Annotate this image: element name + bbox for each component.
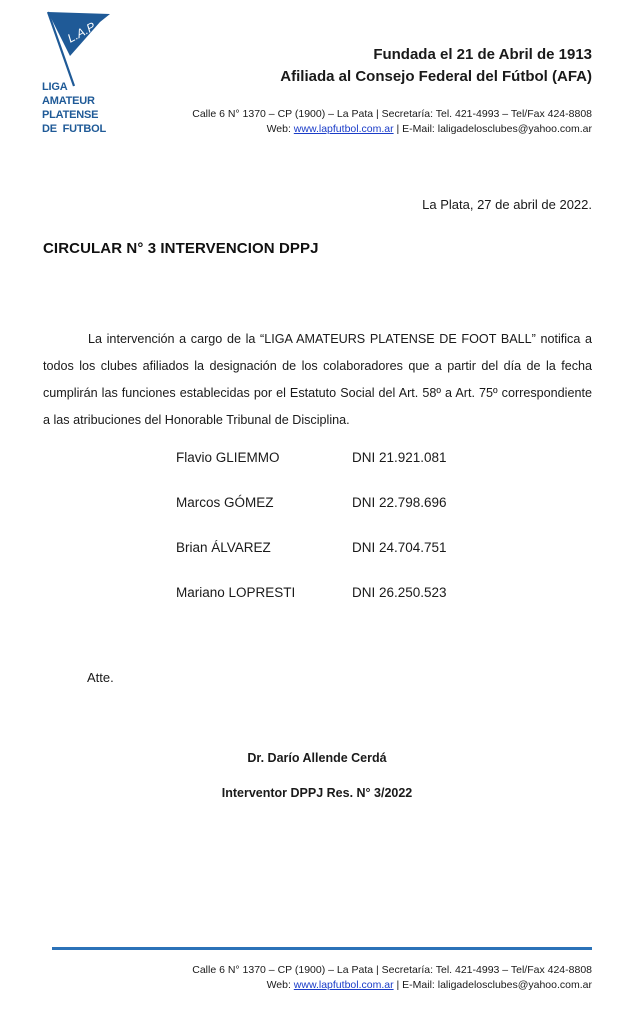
- letterhead-heading: [280, 44, 592, 88]
- member-row: [176, 585, 447, 630]
- footer-divider: [52, 947, 592, 950]
- members-list: [176, 450, 447, 630]
- member-row: [176, 450, 447, 495]
- website-link[interactable]: www.lapfutbol.com.ar: [293, 979, 394, 991]
- member-dni: DNI 22.798.696: [352, 495, 447, 510]
- league-logo: [42, 8, 122, 143]
- member-dni: DNI 26.250.523: [352, 585, 447, 600]
- web-label: Web:: [266, 123, 294, 135]
- logo-flag-text: L.A.P.: [65, 18, 100, 46]
- pennant-flag-icon: [42, 8, 122, 88]
- footer-contact: [192, 963, 592, 993]
- logo-line: AMATEUR: [42, 95, 95, 107]
- circular-body: [43, 326, 592, 434]
- web-email-line: [192, 122, 592, 137]
- email-text: | E-Mail: laligadelosclubes@yahoo.com.ar: [393, 979, 592, 991]
- member-row: [176, 495, 447, 540]
- address-phone-line: Calle 6 N° 1370 – CP (1900) – La Pata | Secretaría: Tel. 421-4993 – Tel/Fax 424-8808: [192, 964, 592, 976]
- signer-role: Interventor DPPJ Res. N° 3/2022: [221, 786, 413, 800]
- logo-org-name: [42, 80, 106, 136]
- member-dni: DNI 21.921.081: [352, 450, 447, 465]
- closing-salutation: Atte.: [87, 670, 114, 685]
- logo-line: PLATENSE: [42, 109, 99, 121]
- circular-title: CIRCULAR N° 3 INTERVENCION DPPJ: [43, 240, 319, 257]
- member-name: Marcos GÓMEZ: [176, 495, 274, 510]
- logo-line: LIGA: [42, 81, 68, 93]
- date-line: La Plata, 27 de abril de 2022.: [422, 197, 592, 212]
- letterhead-contact: [192, 107, 592, 137]
- logo-line: DE FUTBOL: [42, 123, 106, 135]
- web-email-line: [192, 978, 592, 993]
- address-phone-line: Calle 6 N° 1370 – CP (1900) – La Pata | Secretaría: Tel. 421-4993 – Tel/Fax 424-8808: [192, 108, 592, 120]
- member-row: [176, 540, 447, 585]
- founded-line: Fundada el 21 de Abril de 1913: [373, 46, 592, 63]
- web-label: Web:: [266, 979, 294, 991]
- member-name: Brian ÁLVAREZ: [176, 540, 271, 555]
- member-dni: DNI 24.704.751: [352, 540, 447, 555]
- signer-name: Dr. Darío Allende Cerdá: [247, 751, 387, 765]
- member-name: Flavio GLIEMMO: [176, 450, 280, 465]
- website-link[interactable]: www.lapfutbol.com.ar: [293, 123, 394, 135]
- affiliation-line: Afiliada al Consejo Federal del Fútbol (AFA): [280, 68, 592, 85]
- member-name: Mariano LOPRESTI: [176, 585, 296, 600]
- body-paragraph: La intervención a cargo de la “LIGA AMATEURS PLATENSE DE FOOT BALL” notifica a todos los clubes afiliados la designación de los colaboradores que a partir del día de la fecha cumplirán las funciones establecidas por el Estatuto Social del Art. 58º a Art. 75º correspondiente a las atribuciones del Honorable Tribunal de Disciplina.: [43, 332, 592, 427]
- email-text: | E-Mail: laligadelosclubes@yahoo.com.ar: [393, 123, 592, 135]
